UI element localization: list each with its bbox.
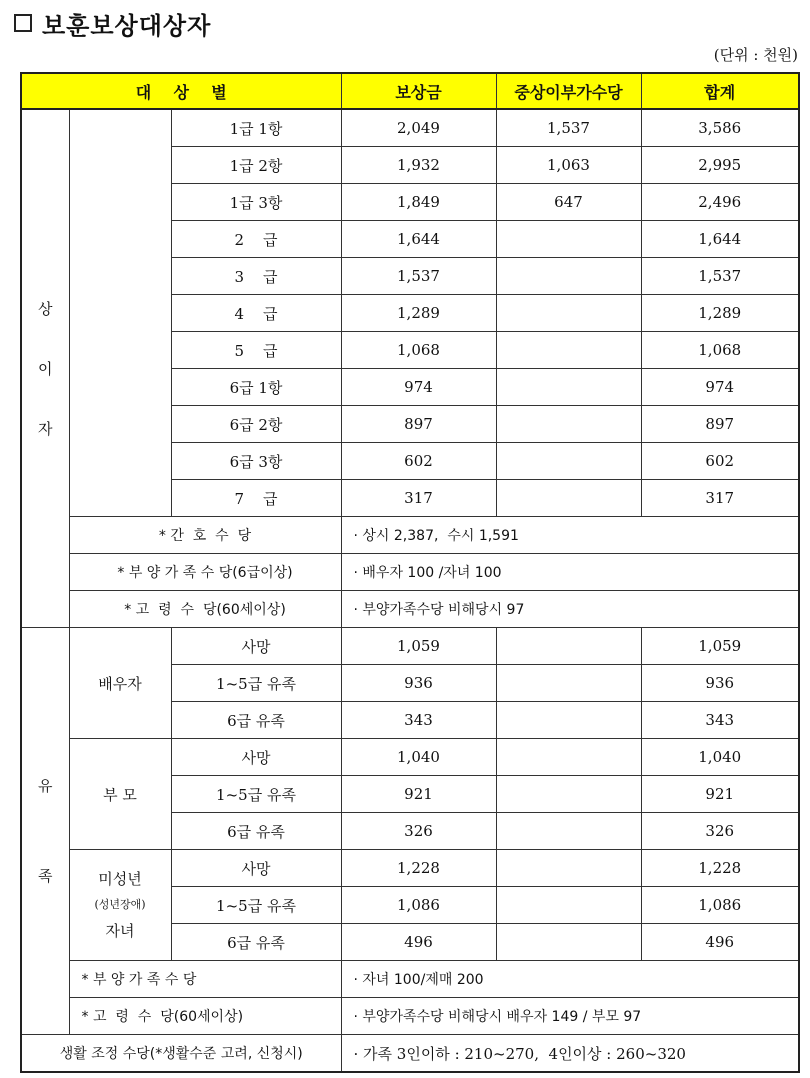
bereaved-group-label: 유 족 <box>21 628 69 1035</box>
grade-cell: 6급 1항 <box>171 369 341 406</box>
comp-cell: 936 <box>341 665 496 702</box>
living-label: 생활 조정 수당(*생활수준 고려, 신청시) <box>21 1035 341 1073</box>
type-cell: 1~5급 유족 <box>171 776 341 813</box>
total-cell: 1,040 <box>641 739 799 776</box>
type-cell: 사망 <box>171 628 341 665</box>
total-cell: 317 <box>641 480 799 517</box>
total-cell: 2,995 <box>641 147 799 184</box>
allow-cell <box>496 332 641 369</box>
allow-cell: 647 <box>496 184 641 221</box>
comp-cell: 1,040 <box>341 739 496 776</box>
allow-cell <box>496 850 641 887</box>
comp-cell: 326 <box>341 813 496 850</box>
type-cell: 사망 <box>171 850 341 887</box>
type-cell: 6급 유족 <box>171 813 341 850</box>
total-cell: 1,537 <box>641 258 799 295</box>
type-cell: 6급 유족 <box>171 924 341 961</box>
extra-label: * 부 양 가 족 수 당 <box>69 961 341 998</box>
grade-cell: 1급 3항 <box>171 184 341 221</box>
living-row <box>21 1035 799 1073</box>
total-cell: 343 <box>641 702 799 739</box>
total-cell: 496 <box>641 924 799 961</box>
total-cell: 936 <box>641 665 799 702</box>
comp-cell: 1,932 <box>341 147 496 184</box>
allow-cell <box>496 887 641 924</box>
comp-cell: 921 <box>341 776 496 813</box>
allow-cell <box>496 628 641 665</box>
header-category: 대 상 별 <box>21 73 341 109</box>
bereaved-relation: 부 모 <box>69 739 171 850</box>
allow-cell: 1,537 <box>496 109 641 147</box>
comp-cell: 1,059 <box>341 628 496 665</box>
header-allowance: 중상이부가수당 <box>496 73 641 109</box>
table-row <box>21 109 799 147</box>
total-cell: 1,644 <box>641 221 799 258</box>
allow-cell <box>496 739 641 776</box>
extra-value: · 배우자 100 /자녀 100 <box>341 554 799 591</box>
total-cell: 1,289 <box>641 295 799 332</box>
extra-row <box>21 961 799 998</box>
allow-cell <box>496 369 641 406</box>
extra-label: * 간 호 수 당 <box>69 517 341 554</box>
extra-label: * 고 령 수 당(60세이상) <box>69 998 341 1035</box>
comp-cell: 496 <box>341 924 496 961</box>
total-cell: 326 <box>641 813 799 850</box>
grade-cell: 7 급 <box>171 480 341 517</box>
extra-value: · 부양가족수당 비해당시 97 <box>341 591 799 628</box>
extra-label: * 부 양 가 족 수 당(6급이상) <box>69 554 341 591</box>
comp-cell: 974 <box>341 369 496 406</box>
allow-cell <box>496 813 641 850</box>
extra-value: · 부양가족수당 비해당시 배우자 149 / 부모 97 <box>341 998 799 1035</box>
bereaved-relation: 배우자 <box>69 628 171 739</box>
comp-cell: 1,228 <box>341 850 496 887</box>
extra-row <box>21 554 799 591</box>
grade-cell: 6급 2항 <box>171 406 341 443</box>
type-cell: 6급 유족 <box>171 702 341 739</box>
extra-value: · 자녀 100/제매 200 <box>341 961 799 998</box>
comp-cell: 317 <box>341 480 496 517</box>
comp-cell: 1,644 <box>341 221 496 258</box>
page-title <box>14 6 211 40</box>
checkbox-square-icon <box>14 14 32 32</box>
extra-row <box>21 998 799 1035</box>
total-cell: 2,496 <box>641 184 799 221</box>
allow-cell <box>496 924 641 961</box>
total-cell: 1,059 <box>641 628 799 665</box>
grade-cell: 1급 1항 <box>171 109 341 147</box>
allow-cell <box>496 221 641 258</box>
allow-cell <box>496 258 641 295</box>
comp-cell: 602 <box>341 443 496 480</box>
comp-cell: 343 <box>341 702 496 739</box>
table-row <box>21 628 799 665</box>
allow-cell <box>496 776 641 813</box>
total-cell: 974 <box>641 369 799 406</box>
comp-cell: 2,049 <box>341 109 496 147</box>
extra-label: * 고 령 수 당(60세이상) <box>69 591 341 628</box>
total-cell: 1,068 <box>641 332 799 369</box>
allow-cell <box>496 665 641 702</box>
total-cell: 1,086 <box>641 887 799 924</box>
total-cell: 921 <box>641 776 799 813</box>
page-title-text: 보훈보상대상자 <box>42 10 212 40</box>
comp-cell: 897 <box>341 406 496 443</box>
comp-cell: 1,086 <box>341 887 496 924</box>
type-cell: 1~5급 유족 <box>171 665 341 702</box>
allow-cell <box>496 702 641 739</box>
extra-row <box>21 591 799 628</box>
grade-cell: 3 급 <box>171 258 341 295</box>
unit-note: (단위 : 천원) <box>713 46 798 64</box>
grade-cell: 2 급 <box>171 221 341 258</box>
type-cell: 1~5급 유족 <box>171 887 341 924</box>
extra-row <box>21 517 799 554</box>
injured-spacer <box>69 109 171 517</box>
total-cell: 602 <box>641 443 799 480</box>
table-row <box>21 739 799 776</box>
total-cell: 897 <box>641 406 799 443</box>
total-cell: 3,586 <box>641 109 799 147</box>
total-cell: 1,228 <box>641 850 799 887</box>
living-value: · 가족 3인이하 : 210~270, 4인이상 : 260~320 <box>341 1035 799 1073</box>
comp-cell: 1,849 <box>341 184 496 221</box>
injured-group-label: 상 이 자 <box>21 109 69 628</box>
comp-cell: 1,537 <box>341 258 496 295</box>
bereaved-relation: 미성년 (성년장애) 자녀 <box>69 850 171 961</box>
allow-cell <box>496 406 641 443</box>
header-total: 합계 <box>641 73 799 109</box>
grade-cell: 4 급 <box>171 295 341 332</box>
table-header-row <box>21 73 799 109</box>
compensation-table <box>20 72 800 1073</box>
type-cell: 사망 <box>171 739 341 776</box>
allow-cell <box>496 480 641 517</box>
comp-cell: 1,068 <box>341 332 496 369</box>
allow-cell <box>496 443 641 480</box>
extra-value: · 상시 2,387, 수시 1,591 <box>341 517 799 554</box>
table-row <box>21 850 799 887</box>
comp-cell: 1,289 <box>341 295 496 332</box>
grade-cell: 6급 3항 <box>171 443 341 480</box>
header-compensation: 보상금 <box>341 73 496 109</box>
grade-cell: 5 급 <box>171 332 341 369</box>
allow-cell <box>496 295 641 332</box>
grade-cell: 1급 2항 <box>171 147 341 184</box>
allow-cell: 1,063 <box>496 147 641 184</box>
